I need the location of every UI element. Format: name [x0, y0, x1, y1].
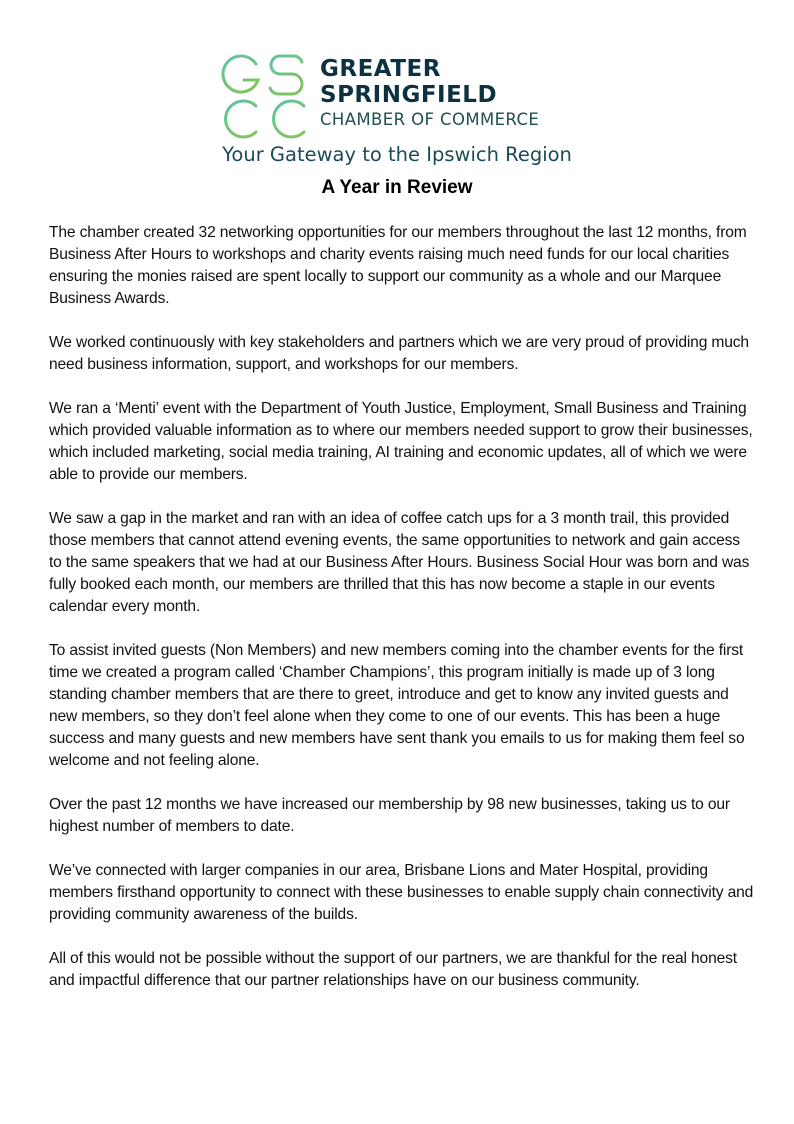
gscc-logo — [218, 52, 578, 144]
logo-letter-g — [223, 56, 258, 92]
logo-letter-s — [270, 56, 302, 94]
paragraph-chamber-champions: To assist invited guests (Non Members) and new members coming into the chamber events for the first time we created a program called ‘Chamber Champions’, this program initially is made up of 3 long standing chamber members that are there to greet, introduce and get to know any invited guests and new members, so they don’t feel alone when they come to one of our events. This has been a huge success and many guests and new members have sent thank you emails to us for making them feel so welcome and not feeling alone. — [49, 642, 745, 769]
paragraph-networking: The chamber created 32 networking opportunities for our members throughout the last 12 months, from Business After Hours to workshops and charity events raising much need funds for our local charities ensuring the monies raised are spent locally to support our community as a whole and our Marquee Business Awards. — [49, 224, 747, 307]
paragraph-menti-event: We ran a ‘Menti’ event with the Department of Youth Justice, Employment, Small Business and Training which provided valuable information as to where our members needed support to grow their businesses, which included marketing, social media training, AI training and economic updates, all of which we were able to provide our members. — [49, 400, 753, 483]
logo-line-chamber: CHAMBER OF COMMERCE — [320, 110, 540, 129]
gscc-monogram-icon — [218, 52, 308, 140]
paragraph-partners-thanks: All of this would not be possible without the support of our partners, we are thankful for the real honest and impactful difference that our partner relationships have on our business community. — [49, 950, 737, 989]
logo-letter-c2 — [274, 101, 304, 137]
paragraph-larger-companies: We’ve connected with larger companies in our area, Brisbane Lions and Mater Hospital, providing members firsthand opportunity to connect with these businesses to enable supply chain connectivity and providing community awareness of the builds. — [49, 862, 754, 923]
logo-line-springfield: SPRINGFIELD — [320, 82, 498, 108]
logo-letter-c1 — [226, 101, 256, 137]
document-body — [49, 222, 754, 1014]
paragraph-stakeholders: We worked continuously with key stakeholders and partners which we are very proud of providing much need business information, support, and workshops for our members. — [49, 334, 749, 373]
paragraph-business-social-hour: We saw a gap in the market and ran with an idea of coffee catch ups for a 3 month trail, this provided those members that cannot attend evening events, the same opportunities to network and gain access to the same speakers that we had at our Business After Hours. Business Social Hour was born and was fully booked each month, our members are thrilled that this has now become a staple in our events calendar every month. — [49, 510, 750, 615]
logo-line-greater: GREATER — [320, 56, 441, 82]
paragraph-membership-growth: Over the past 12 months we have increased our membership by 98 new businesses, taking us to our highest number of members to date. — [49, 796, 730, 835]
logo-wordmark — [320, 56, 539, 130]
page-title: A Year in Review — [321, 177, 473, 198]
tagline: Your Gateway to the Ipswich Region — [222, 143, 572, 166]
